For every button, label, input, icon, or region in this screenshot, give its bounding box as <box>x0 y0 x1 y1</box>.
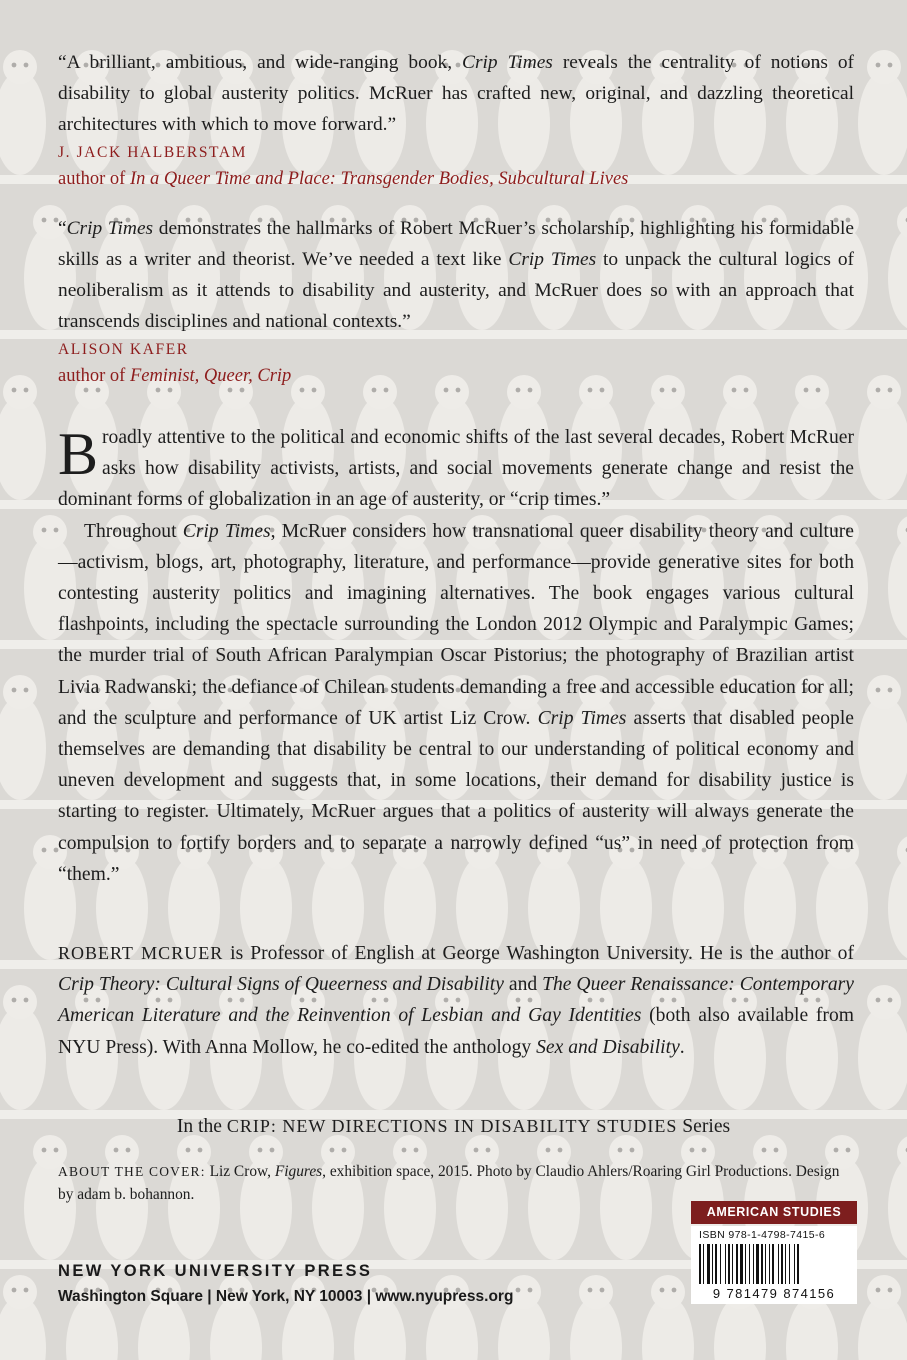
description-paragraph-2: Throughout Crip Times, McRuer considers how transnational queer disability theory and culture—activism, blogs, art, photography, literature, and performance—provide generative sites for both contesting austerity politics and imagining alternatives. The book engages various cultural flashpoints, including the spectacle surrounding the London 2012 Olympic and Paralympic Games; the murder trial of South African Paralympian Oscar Pistorius; the photography of Brazilian artist Livia Radwanski; the defiance of Chilean students demanding a free and accessible education for all; and the sculpture and performance of UK artist Liz Crow. Crip Times asserts that disabled people themselves are demanding that disability be central to our understanding of political economy and uneven development and suggests that, in some locations, their demand for disability justice is starting to register. Ultimately, McRuer argues that a politics of austerity will always generate the compulsion to fortify borders and to separate a narrowly defined “us” in need of protection from “them.” <box>58 520 854 885</box>
category-label: AMERICAN STUDIES <box>691 1201 857 1224</box>
drop-cap: B <box>58 421 99 487</box>
blurb-kafer <box>58 213 854 390</box>
author-name: ROBERT MCRUER <box>58 943 224 963</box>
barcode-digits: 9 781479 874156 <box>712 1286 836 1301</box>
barcode-block <box>691 1226 857 1304</box>
isbn-text: ISBN 978-1-4798-7415-6 <box>699 1229 826 1241</box>
blurb-text: “A brilliant, ambitious, and wide-ranging book, Crip Times reveals the centrality of notions of disability to global austerity politics. McRuer has crafted new, original, and dazzling theoretical architectures with which to move forward.” <box>58 52 855 135</box>
blurb-halberstam <box>58 47 854 193</box>
description-paragraph-1: Broadly attentive to the political and economic shifts of the last several decades, Robert McRuer asks how disability activists, artists, and social movements generate change and resist the dominant forms of globalization in an age of austerity, or “crip times.” <box>58 421 854 511</box>
blurb-author-name: ALISON KAFER <box>58 341 189 358</box>
blurb-author-credit: author of Feminist, Queer, Crip <box>58 366 292 386</box>
book-description <box>58 422 854 890</box>
blurb-author-credit: author of In a Queer Time and Place: Transgender Bodies, Subcultural Lives <box>58 169 629 189</box>
blurb-text: “Crip Times demonstrates the hallmarks of Robert McRuer’s scholarship, highlighting his formidable skills as a writer and theorist. We’ve needed a text like Crip Times to unpack the cultural logics of neoliberalism as it attends to disability and austerity, and McRuer does so with an approach that transcends disciplines and national contexts.” <box>58 218 855 332</box>
about-the-cover: ABOUT THE COVER: Liz Crow, Figures, exhibition space, 2015. Photo by Claudio Ahlers/Roaring Girl Productions. Design by adam b. bohannon. <box>58 1163 840 1203</box>
blurb-author-name: J. JACK HALBERSTAM <box>58 144 248 161</box>
author-bio: ROBERT MCRUER is Professor of English at George Washington University. He is the author of Crip Theory: Cultural Signs of Queerness and Disability and The Queer Renaissance: Contemporary American Literature and the Reinvention of Lesbian and Gay Identities (both also available from NYU Press). With Anna Mollow, he co-edited the anthology Sex and Disability. <box>58 943 854 1058</box>
barcode-icon <box>699 1244 849 1284</box>
publisher-name: NEW YORK UNIVERSITY PRESS <box>58 1262 373 1280</box>
publisher-address: Washington Square | New York, NY 10003 | www.nyupress.org <box>58 1288 514 1305</box>
series-line: In the CRIP: NEW DIRECTIONS IN DISABILITY STUDIES Series <box>176 1116 731 1137</box>
